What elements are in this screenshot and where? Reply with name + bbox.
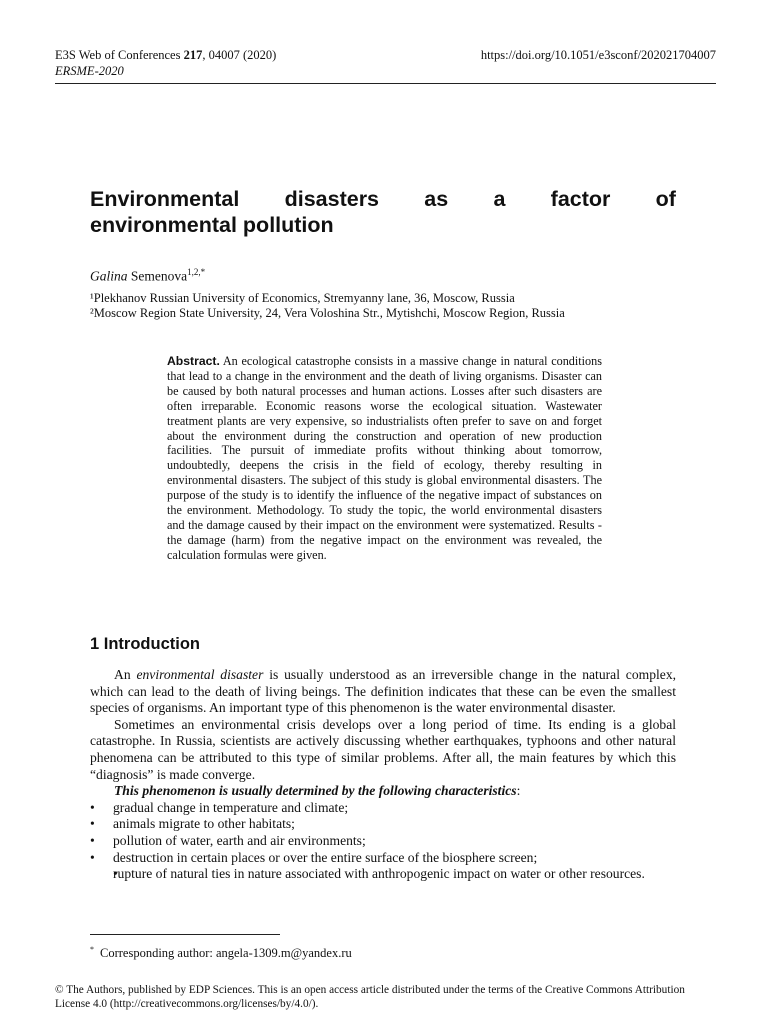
title-line-2: environmental pollution (90, 213, 334, 237)
journal-header (55, 47, 276, 79)
list-item: • pollution of water, earth and air environments; (90, 833, 676, 850)
list-item: • destruction in certain places or over the entire surface of the biosphere screen; (90, 850, 676, 867)
abstract-text: An ecological catastrophe consists in a massive change in natural conditions that lead to a change in the environment and the death of living organisms. Disaster can be caused by both natural processes and human actions. Losses after such disasters are often irreparable. Economic reasons worse the ecological situation. Wastewater treatment plants are very expensive, so industrialists often prefer to save on and forget about the environment during the construction and operation of new production facilities. The pursuit of immediate profits without thinking about tomorrow, undoubtedly, deepens the crisis in the field of ecology, thereby resulting in environmental disasters. The subject of this study is global environmental disasters. The purpose of the study is to identify the influence of the negative impact of substances on the environment. Methodology. To study the topic, the world environmental disasters and the damage caused by their impact on the environment were systematized. Results - the damage (harm) from the negative impact on the environment was revealed, the calculation formulas were given. (167, 354, 602, 562)
abstract-label: Abstract. (167, 354, 220, 368)
volume-number: 217 (183, 48, 203, 62)
intro-paragraph-3: This phenomenon is usually determined by the following characteristics: (114, 783, 521, 799)
affiliations (90, 291, 565, 321)
journal-citation: E3S Web of Conferences 217, 04007 (2020) (55, 48, 277, 62)
introduction-body (90, 667, 676, 883)
intro-paragraph-2: Sometimes an environmental crisis develops over a long period of time. Its ending is a global catastrophe. In Russia, scientists are actively discussing whether earthquakes, typhoons and other natural phenomena can be attributed to this type of similar problems. After all, the main features by which this “diagnosis” is made converge. (90, 716, 676, 782)
corresponding-author: Corresponding author: angela-1309.m@yandex.ru (100, 946, 352, 961)
characteristics-list (90, 800, 676, 883)
list-item: • animals migrate to other habitats; (90, 816, 676, 833)
doi-link[interactable]: https://doi.org/10.1051/e3sconf/202021704007 (480, 48, 716, 62)
list-item: • rupture of natural ties in nature associated with anthropogenic impact on water or other resources. (90, 866, 676, 883)
term-environmental-disaster: environmental disaster (136, 667, 264, 682)
header-divider (55, 83, 716, 84)
list-item: • gradual change in temperature and climate; (90, 800, 676, 817)
characteristics-lead: This phenomenon is usually determined by the following characteristics (114, 783, 517, 799)
author-first-name: Galina (90, 268, 128, 284)
conference-name: ERSME-2020 (55, 64, 124, 78)
section-heading-introduction: 1 Introduction (90, 635, 200, 653)
footnote-divider (90, 934, 280, 935)
affiliation-1: ¹Plekhanov Russian University of Economics, Stremyanny lane, 36, Moscow, Russia (90, 291, 515, 305)
intro-paragraph-1: An environmental disaster is usually understood as an irreversible change in the natural complex, which can lead to the death of living beings. The definition indicates that these can be even the smallest species of organisms. An important type of this phenomenon is the water environmental disaster. (90, 667, 677, 716)
license-notice: © The Authors, published by EDP Sciences. This is an open access article distributed under the terms of the Creative Commons Attribution License 4.0 (http://creativecommons.org/licenses/by/4.0/). (55, 984, 685, 1010)
title-line-1: Environmental disasters as a factor of (90, 187, 676, 211)
footnote (90, 942, 352, 961)
paper-title (90, 186, 676, 238)
abstract (167, 354, 602, 563)
author-line (90, 264, 205, 285)
footnote-mark: * (90, 945, 94, 954)
affiliation-2: ²Moscow Region State University, 24, Vera Voloshina Str., Mytishchi, Moscow Region, Russia (90, 306, 565, 320)
author-last-name: Semenova (127, 268, 188, 284)
author-affiliation-marks: 1,2,* (187, 267, 206, 277)
